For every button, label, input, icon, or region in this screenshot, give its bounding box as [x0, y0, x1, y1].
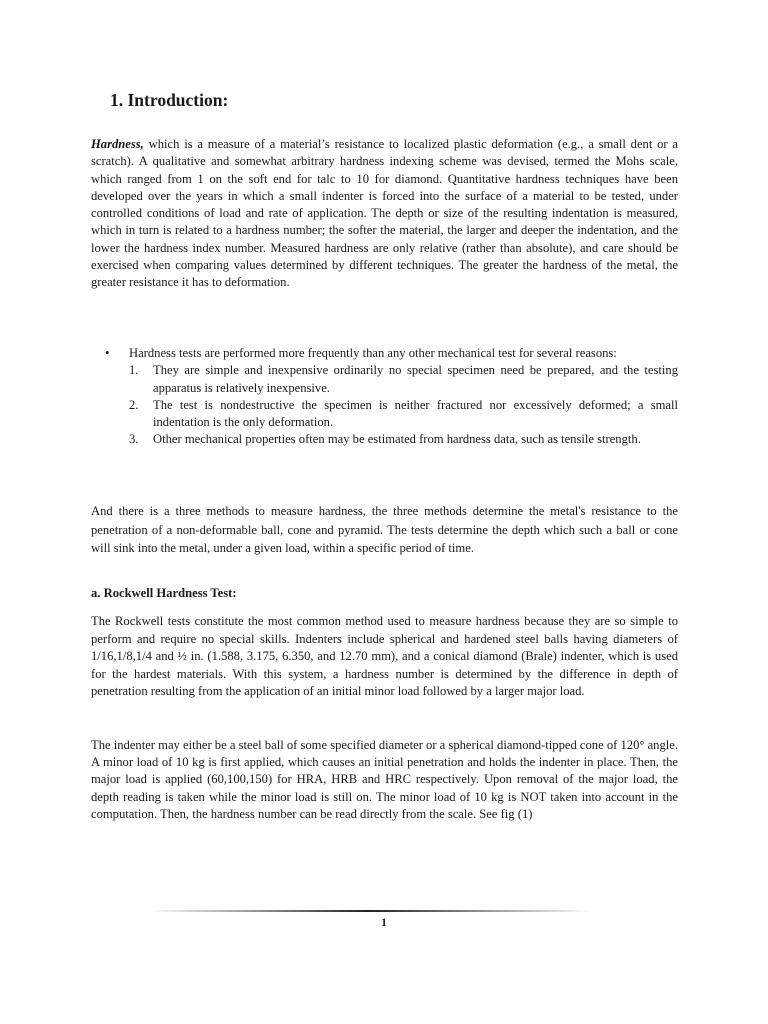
intro-paragraph — [91, 136, 678, 292]
rockwell-heading: a. Rockwell Hardness Test: — [91, 586, 237, 600]
methods-paragraph: And there is a three methods to measure hardness, the three methods determine the metal's resistance to the penetration of a non-deformable ball, cone and pyramid. The tests determine the depth which such a ball or cone will sink into the metal, under a given load, within a specific period of time. — [91, 504, 678, 556]
intro-body: which is a measure of a material’s resistance to localized plastic deformation (e.g., a small dent or a scratch). A qualitative and somewhat arbitrary hardness indexing scheme was devised, termed the Mohs scale, which ranged from 1 on the soft end for talc to 10 for diamond. Quantitative hardness techniques have been developed over the years in which a small indenter is forced into the surface of a material to be tested, under controlled conditions of load and rate of application. The depth or size of the resulting indentation is measured, which in turn is related to a hardness number; the softer the material, the larger and deeper the indentation, and the lower the hardness index number. Measured hardness are only relative (rather than absolute), and care should be exercised when comparing values determined by different techniques. The greater the hardness of the metal, the greater resistance it has to deformation. — [91, 137, 678, 290]
bullet-item — [105, 345, 678, 362]
list-item — [105, 431, 678, 448]
bullet-marker: • — [105, 346, 110, 360]
bullet-list — [105, 345, 678, 449]
page-number: 1 — [381, 917, 387, 929]
rockwell-paragraph-2: The indenter may either be a steel ball of some specified diameter or a spherical diamond-tipped cone of 120° angle. A minor load of 10 kg is first applied, which causes an initial penetration and holds the indenter in place. Then, the major load is applied (60,100,150) for HRA, HRB and HRC respectively. Upon removal of the major load, the depth reading is taken while the minor load is still on. The minor load of 10 kg is NOT taken into account in the computation. Then, the hardness number can be read directly from the scale. See fig (1) — [91, 738, 678, 821]
rockwell-paragraph-1: The Rockwell tests constitute the most common method used to measure hardness because they are so simple to perform and require no special skills. Indenters include spherical and hardened steel balls having diameters of 1/16,1/8,1/4 and ½ in. (1.588, 3.175, 6.350, and 12.70 mm), and a conical diamond (Brale) indenter, which is used for the hardest materials. With this system, a hardness number is determined by the difference in depth of penetration resulting from the application of an initial minor load followed by a larger major load. — [91, 614, 678, 699]
numbered-list — [105, 362, 678, 448]
list-number: 3. — [129, 432, 139, 447]
section-heading: 1. Introduction: — [110, 90, 229, 110]
list-number: 1. — [129, 363, 139, 378]
list-item — [105, 397, 678, 432]
footer-divider — [148, 910, 592, 912]
list-item-text: The test is nondestructive the specimen is neither fractured nor excessively deformed; a small indentation is the only deformation. — [153, 397, 678, 430]
hardness-term: Hardness, — [91, 137, 144, 151]
list-number: 2. — [129, 397, 139, 412]
list-item-text: They are simple and inexpensive ordinarily no special specimen need be prepared, and the testing apparatus is relatively inexpensive. — [153, 363, 678, 395]
bullet-text: Hardness tests are performed more frequently than any other mechanical test for several reasons: — [129, 346, 617, 360]
list-item — [105, 362, 678, 397]
list-item-text: Other mechanical properties often may be estimated from hardness data, such as tensile strength. — [153, 432, 641, 447]
